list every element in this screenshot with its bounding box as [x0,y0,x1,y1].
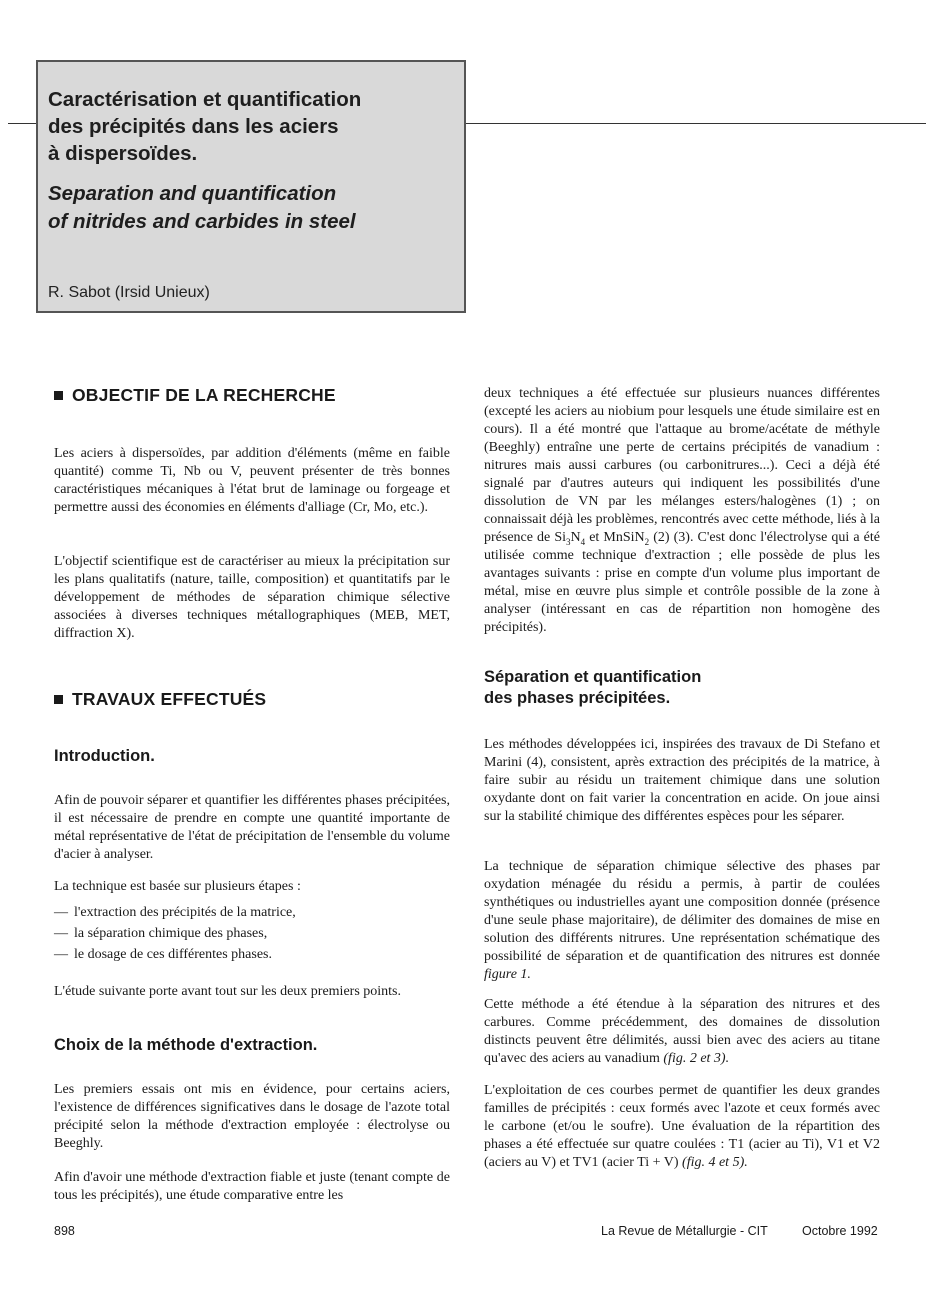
subheading-separation [484,667,880,709]
text-run: Cette méthode a été étendue à la séparation des nitrures et des carbures. Comme précédemment, des domaines de dissolution distincts peuvent être délimités, aussi bien avec des aciers au titane qu'avec des aciers au vanadium [484,997,880,1066]
subheading-line: des phases précipitées. [484,689,671,707]
french-title-line: des précipités dans les aciers [48,115,339,138]
text-run: La technique de séparation chimique sélective des phases par oxydation ménagée du résidu a permis, à partir de coulées synthétiques ou industrielles ayant une composition donnée (présence d'une seule phase majoritaire), de délimiter des domaines de mise en solution des différents nitrures. Une représentation schématique des possibilité de séparation et de quantification des nitrures est donnée [484,859,880,964]
subheading-introduction: Introduction. [54,747,155,765]
paragraph: Afin d'avoir une méthode d'extraction fiable et juste (tenant compte de tous les précipités), une étude comparative entre les [54,1170,450,1203]
subscript: 3 [566,536,571,547]
list-item [54,944,450,965]
paragraph: Les aciers à dispersoïdes, par addition d'éléments (même en faible quantité) comme Ti, Nb ou V, peuvent présenter de très bonnes caractéristiques mécaniques à l'état brut de laminage ou forgeage et permettre aussi des économies en éléments d'alliage (Cr, Mo, etc.). [54,446,450,515]
text-run: L'exploitation de ces courbes permet de quantifier les deux grandes familles de précipités : ceux formés avec l'azote et ceux formés avec le carbone (et/ou le soufre). Une évaluation de la répartition des phases a été effectuée sur quatre coulées : T1 (acier au Ti), V1 et V2 (aciers au V) et TV1 (acier Ti + V) [484,1083,880,1170]
section-heading-travaux [54,689,450,710]
french-title [48,86,361,167]
list-item-text: l'extraction des précipités de la matrice, [74,905,296,920]
list-item-text: le dosage de ces différentes phases. [74,947,272,962]
bullet-square-icon [54,391,63,400]
paragraph [484,858,880,984]
text-run: deux techniques a été effectuée sur plusieurs nuances différentes (excepté les aciers au niobium pour lesquels une étude similaire est en cours). Il a été montré que l'attaque au brome/acétate de méthyle (Beeghly) entraîne une perte de certains précipités de vanadium : nitrures mais aussi carbures (ou carbonitrures...). Ceci a déjà été signalé par d'autres auteurs qui indiquent les possibilités d'une dissolution de VN par les mélanges esters/halogènes (1) ; on connaissait déjà les problèmes, rencontrés avec cette méthode, liés à la présence de Si [484,386,880,545]
author: R. Sabot (Irsid Unieux) [48,284,210,301]
french-title-line: Caractérisation et quantification [48,88,362,111]
paragraph [484,996,880,1068]
dash-icon: — [54,926,68,941]
list-item [54,923,450,944]
english-title [48,180,356,236]
text-run: et MnSiN [585,530,645,545]
figure-reference: (fig. 2 et 3). [663,1051,730,1066]
paragraph: La technique est basée sur plusieurs étapes : [54,879,301,894]
list-item [54,902,450,923]
paragraph [484,1082,880,1172]
section-heading-label: TRAVAUX EFFECTUÉS [72,689,267,709]
subheading-choix: Choix de la méthode d'extraction. [54,1036,318,1054]
title-box [36,60,466,313]
section-heading-label: OBJECTIF DE LA RECHERCHE [72,385,336,405]
french-title-line: à dispersoïdes. [48,142,198,165]
section-heading-objectif [54,385,450,406]
dash-icon: — [54,947,68,962]
title-rule-left [8,123,38,124]
figure-reference: figure 1. [484,967,531,982]
text-run: N [570,530,581,545]
journal-name: La Revue de Métallurgie - CIT [601,1224,768,1238]
english-title-line: Separation and quantification [48,182,337,205]
paragraph: L'objectif scientifique est de caractériser au mieux la précipitation sur les plans qualitatifs (nature, taille, composition) et quantitatifs par le développement de méthodes de séparation chimique sélective associées à diverses techniques métallographiques (MEB, MET, diffraction X). [54,554,450,641]
figure-reference: (fig. 4 et 5). [682,1155,748,1170]
paragraph: Les premiers essais ont mis en évidence, pour certains aciers, l'existence de différences significatives dans le dosage de l'azote total précipité selon la méthode d'extraction employée : électrolyse ou Beeghly. [54,1082,450,1151]
list-item-text: la séparation chimique des phases, [74,926,268,941]
subheading-line: Séparation et quantification [484,668,702,686]
paragraph: Les méthodes développées ici, inspirées des travaux de Di Stefano et Marini (4), consistent, après extraction des précipités de la matrice, à faire subir au résidu un traitement chimique dans une solution oxydante dont on fait varier la concentration en acide. On joue ainsi sur la stabilité chimique des différentes espèces pour les séparer. [484,737,880,824]
subscript: 2 [644,536,650,547]
paragraph [484,385,880,637]
text-run: (2) (3). C'est donc l'électrolyse qui a été utilisée comme technique d'extraction ; elle possède de plus les avantages suivants : prise en compte d'un volume plus important de métal, mise en œuvre plus simple et contrôle possible de la zone à analyser (intéressant en cas de répartition non homogène des précipités). [484,530,880,635]
dash-icon: — [54,905,68,920]
title-rule-right [466,123,926,124]
paragraph: Afin de pouvoir séparer et quantifier les différentes phases précipitées, il est nécessaire de prendre en compte une quantité importante de métal représentative de l'état de précipitation de l'ensemble du volume d'acier à analyser. [54,793,450,862]
page-number: 898 [54,1224,75,1238]
bullet-square-icon [54,695,63,704]
issue-date: Octobre 1992 [802,1224,878,1238]
english-title-line: of nitrides and carbides in steel [48,210,356,233]
paragraph: L'étude suivante porte avant tout sur les deux premiers points. [54,984,401,999]
steps-list [54,902,450,965]
subscript: 4 [580,536,586,547]
